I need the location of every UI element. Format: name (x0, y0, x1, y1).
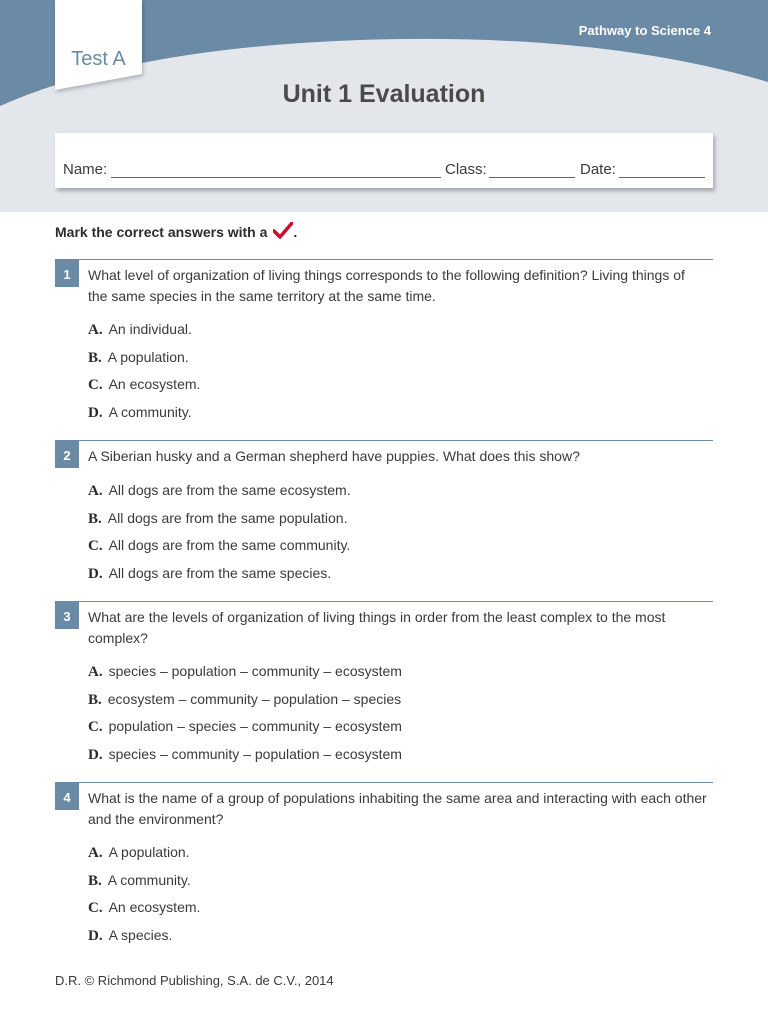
option-text: species – community – population – ecosystem (108, 746, 402, 762)
option-text: A species. (108, 927, 173, 943)
option-c[interactable] (88, 376, 200, 394)
option-text: ecosystem – community – population – species (107, 691, 402, 707)
option-text: A community. (107, 872, 191, 888)
class-field[interactable] (489, 177, 575, 178)
date-label: Date: (580, 161, 616, 178)
question-2 (55, 440, 713, 582)
option-a[interactable] (88, 321, 192, 339)
option-text: species – population – community – ecosystem (108, 663, 402, 679)
option-letter: C. (88, 377, 103, 393)
option-b[interactable] (88, 872, 191, 890)
option-letter: B. (88, 692, 102, 708)
test-tab (55, 0, 142, 90)
date-field[interactable] (619, 177, 705, 178)
question-text: What are the levels of organization of living things in order from the least complex to the most complex? (88, 609, 666, 646)
name-label: Name: (63, 161, 108, 178)
option-c[interactable] (88, 899, 200, 917)
option-d[interactable] (88, 565, 331, 583)
option-letter: A. (88, 664, 103, 680)
option-letter: C. (88, 538, 103, 554)
option-text: A population. (107, 349, 189, 365)
question-4 (55, 782, 713, 944)
option-b[interactable] (88, 691, 401, 709)
option-letter: A. (88, 322, 103, 338)
option-a[interactable] (88, 482, 351, 500)
question-text: A Siberian husky and a German shepherd have puppies. What does this show? (88, 448, 580, 464)
option-text: All dogs are from the same population. (107, 510, 348, 526)
option-text: An individual. (108, 321, 192, 337)
question-1 (55, 259, 713, 421)
question-number: 1 (55, 260, 79, 287)
option-text: A community. (108, 404, 192, 420)
question-text: What level of organization of living things corresponds to the following definition? Living things of the same species in the same territory at the same time. (88, 267, 685, 304)
instruction (55, 222, 297, 240)
option-b[interactable] (88, 510, 347, 528)
option-d[interactable] (88, 404, 192, 422)
option-letter: A. (88, 845, 103, 861)
class-label: Class: (445, 161, 487, 178)
option-letter: D. (88, 747, 103, 763)
question-3 (55, 601, 713, 763)
instruction-period: . (293, 224, 298, 240)
option-letter: B. (88, 873, 102, 889)
question-number: 2 (55, 441, 79, 468)
copyright-footer: D.R. © Richmond Publishing, S.A. de C.V., 2014 (55, 973, 334, 988)
option-text: All dogs are from the same ecosystem. (108, 482, 351, 498)
option-letter: D. (88, 566, 103, 582)
option-letter: B. (88, 350, 102, 366)
option-letter: C. (88, 719, 103, 735)
option-text: An ecosystem. (108, 376, 201, 392)
option-letter: A. (88, 483, 103, 499)
option-letter: B. (88, 511, 102, 527)
option-a[interactable] (88, 844, 190, 862)
option-letter: D. (88, 405, 103, 421)
option-text: All dogs are from the same community. (108, 537, 351, 553)
test-label: Test A (71, 48, 126, 70)
instruction-text: Mark the correct answers with a (55, 224, 268, 240)
option-text: A population. (108, 844, 190, 860)
option-text: All dogs are from the same species. (108, 565, 332, 581)
page-title: Unit 1 Evaluation (282, 80, 486, 108)
question-text: What is the name of a group of populations inhabiting the same area and interacting with each other and the environment? (88, 790, 707, 827)
question-number: 4 (55, 783, 79, 810)
option-d[interactable] (88, 746, 402, 764)
option-text: An ecosystem. (108, 899, 201, 915)
student-info-box (55, 133, 713, 188)
option-b[interactable] (88, 349, 189, 367)
option-text: population – species – community – ecosystem (108, 718, 402, 734)
question-number: 3 (55, 602, 79, 629)
option-c[interactable] (88, 718, 402, 736)
book-title: Pathway to Science 4 (578, 23, 711, 38)
checkmark-icon (273, 222, 293, 240)
option-letter: C. (88, 900, 103, 916)
name-field[interactable] (111, 177, 441, 178)
option-d[interactable] (88, 927, 172, 945)
option-a[interactable] (88, 663, 402, 681)
option-letter: D. (88, 928, 103, 944)
option-c[interactable] (88, 537, 350, 555)
